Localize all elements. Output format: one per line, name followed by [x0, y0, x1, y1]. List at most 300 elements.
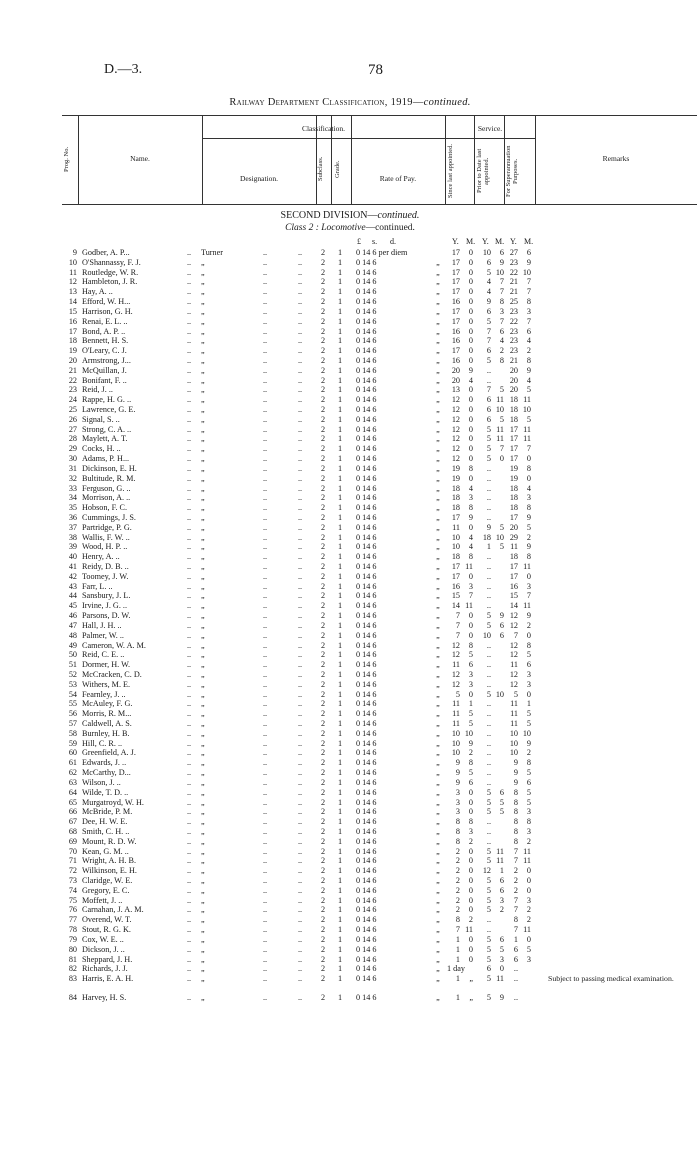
table-row: [0, 297, 700, 307]
employee-name: Overend, W. T.: [82, 915, 132, 925]
grade: 1: [337, 316, 343, 326]
super-months: 11: [523, 925, 531, 935]
leader-dots: ..: [187, 866, 192, 876]
grade: 1: [337, 974, 343, 984]
table-row: [0, 748, 700, 758]
super-years: 12: [509, 650, 518, 660]
subclass-header: Subclass.: [317, 156, 324, 182]
super-months: 5: [526, 787, 531, 797]
rate-of-pay: 0 14 6: [356, 787, 377, 797]
super-years: 7: [513, 905, 518, 915]
designation: „: [201, 797, 205, 807]
prog-no: 45: [68, 601, 77, 611]
employee-name: Sheppard, J. H.: [82, 954, 133, 964]
super-months: 8: [526, 552, 531, 562]
rate-of-pay: 0 14 6: [356, 905, 377, 915]
designation: „: [201, 768, 205, 778]
prior-months: 5: [499, 797, 504, 807]
rate-of-pay: 0 14 6: [356, 650, 377, 660]
grade: 1: [337, 856, 343, 866]
subclass: 2: [320, 463, 326, 473]
prior-months: 9: [499, 611, 504, 621]
leader-dots: ..: [187, 669, 192, 679]
leader-dots: ..: [298, 267, 303, 277]
designation: „: [201, 934, 205, 944]
leader-dots: ..: [187, 336, 192, 346]
super-months: 3: [526, 493, 531, 503]
leader-dots: ..: [263, 630, 268, 640]
leader-dots: ..: [187, 316, 192, 326]
prog-no: 76: [68, 905, 77, 915]
prior-years: ..: [486, 738, 491, 748]
grade: 1: [337, 395, 343, 405]
super-years: 12: [509, 611, 518, 621]
leader-dots: ..: [187, 640, 192, 650]
since-last-months: 0: [468, 856, 473, 866]
subclass: 2: [320, 257, 326, 267]
super-months: 10: [522, 405, 531, 414]
leader-dots: ..: [187, 591, 192, 601]
prior-months: 11: [496, 974, 504, 984]
rate-of-pay-header: Rate of Pay.: [379, 174, 417, 183]
leader-dots: ..: [187, 836, 192, 846]
prior-years: 5: [486, 944, 491, 954]
ditto-mark: „: [436, 522, 440, 532]
leader-dots: ..: [298, 768, 303, 778]
employee-name: McBride, P. M.: [82, 807, 133, 817]
ditto-mark: „: [436, 365, 440, 375]
designation: „: [201, 375, 205, 385]
ditto-mark: „: [436, 581, 440, 591]
employee-name: Godber, A. P...: [82, 248, 130, 257]
since-last-years: 10: [451, 542, 460, 552]
super-months: 2: [526, 836, 531, 846]
leader-dots: ..: [187, 346, 192, 356]
designation: „: [201, 444, 205, 454]
superannuation-header: For Superannuation Purposes.: [505, 145, 519, 197]
grade: 1: [337, 512, 343, 522]
leader-dots: ..: [187, 375, 192, 385]
since-last-years: 7: [455, 630, 460, 640]
leader-dots: ..: [187, 905, 192, 915]
super-years: 9: [513, 758, 518, 768]
super-months: 11: [523, 562, 531, 571]
grade: 1: [337, 581, 343, 591]
since-last-months: 11: [465, 562, 473, 571]
prog-no: 40: [68, 552, 77, 562]
designation: „: [201, 836, 205, 846]
since-last-months: 9: [468, 738, 473, 748]
super-months: 6: [526, 660, 531, 670]
prior-months: 5: [499, 385, 504, 395]
designation: „: [201, 689, 205, 699]
leader-dots: ..: [263, 669, 268, 679]
prior-years: 1: [486, 542, 491, 552]
prior-years: 5: [486, 856, 491, 866]
leader-dots: ..: [187, 876, 192, 885]
employee-name: O'Leary, C. J.: [82, 346, 127, 356]
ditto-mark: „: [436, 287, 440, 297]
prior-years: 4: [486, 277, 491, 287]
prog-no: 31: [68, 463, 77, 473]
grade: 1: [337, 846, 343, 856]
subclass: 2: [320, 660, 326, 670]
prior-months: 11: [496, 424, 504, 434]
designation: „: [201, 355, 205, 365]
leader-dots: ..: [263, 611, 268, 621]
prior-months: 2: [499, 905, 504, 915]
ditto-mark: „: [436, 787, 440, 797]
rate-of-pay: 0 14 6: [356, 944, 377, 954]
leader-dots: ..: [298, 807, 303, 817]
designation: „: [201, 385, 205, 395]
rate-of-pay: 0 14 6: [356, 473, 377, 483]
leader-dots: ..: [298, 287, 303, 297]
subclass: 2: [320, 385, 326, 395]
leader-dots: ..: [187, 797, 192, 807]
leader-dots: ..: [263, 954, 268, 964]
prog-no: 53: [68, 679, 77, 689]
employee-name: Routledge, W. R.: [82, 267, 139, 277]
leader-dots: ..: [298, 454, 303, 464]
since-last-months: 9: [468, 365, 473, 375]
leader-dots: ..: [298, 876, 303, 885]
ditto-mark: „: [436, 297, 440, 307]
prior-months: 5: [499, 944, 504, 954]
table-row: [0, 964, 700, 974]
super-months: 3: [526, 669, 531, 679]
ditto-mark: „: [436, 562, 440, 571]
leader-dots: ..: [298, 846, 303, 856]
prior-years: 4: [486, 287, 491, 297]
leader-dots: ..: [187, 355, 192, 365]
subclass: 2: [320, 620, 326, 630]
super-months: 3: [526, 954, 531, 964]
prior-years: ..: [486, 640, 491, 650]
prog-no: 23: [68, 385, 77, 395]
ditto-mark: „: [436, 503, 440, 513]
leader-dots: ..: [263, 895, 268, 905]
leader-dots: ..: [298, 522, 303, 532]
rate-of-pay: 0 14 6: [356, 620, 377, 630]
super-years: 8: [513, 915, 518, 925]
leader-dots: ..: [263, 355, 268, 365]
remarks: Subject to passing medical examination.: [548, 974, 674, 984]
prog-no: 69: [68, 836, 77, 846]
employee-name: Burnley, H. B.: [82, 728, 130, 738]
table-row: [0, 582, 700, 592]
since-last-appointed-header: Since last appointed.: [447, 144, 454, 198]
prior-months: 5: [499, 542, 504, 552]
prior-months: 10: [495, 267, 504, 277]
prior-months: 3: [499, 954, 504, 964]
super-years: 6: [513, 954, 518, 964]
designation: „: [201, 817, 205, 827]
unit-year: Y.: [482, 237, 489, 246]
page-number: 78: [368, 62, 383, 78]
leader-dots: ..: [187, 571, 192, 581]
rate-of-pay: 0 14 6: [356, 581, 377, 591]
table-row: [0, 425, 700, 435]
employee-name: Wood, H. P. ..: [82, 542, 128, 552]
leader-dots: ..: [187, 601, 192, 611]
super-months: 11: [523, 395, 531, 405]
subclass: 2: [320, 876, 326, 885]
super-months: 0: [526, 689, 531, 699]
prog-no: 18: [68, 336, 77, 346]
leader-dots: ..: [298, 640, 303, 650]
prior-years: ..: [486, 483, 491, 493]
ditto-mark: „: [436, 375, 440, 385]
since-last-years: 1: [455, 934, 460, 944]
since-last-months: 0: [468, 385, 473, 395]
subclass: 2: [320, 650, 326, 660]
prog-no: 54: [68, 689, 77, 699]
subclass: 2: [320, 248, 326, 257]
prior-years: 6: [486, 405, 491, 414]
designation: „: [201, 787, 205, 797]
leader-dots: ..: [298, 405, 303, 414]
prior-years: 5: [486, 992, 491, 1002]
since-last-months: 0: [468, 571, 473, 581]
unit-shilling: s.: [372, 237, 378, 246]
grade: 1: [337, 944, 343, 954]
leader-dots: ..: [187, 611, 192, 621]
prior-years: ..: [486, 719, 491, 728]
designation: „: [201, 395, 205, 405]
designation: „: [201, 669, 205, 679]
super-months: 4: [526, 483, 531, 493]
super-years: 23: [509, 326, 518, 336]
since-last-years: 10: [451, 532, 460, 542]
super-years: 7: [513, 925, 518, 935]
employee-name: Palmer, W. ..: [82, 630, 124, 640]
prior-years: 5: [486, 885, 491, 895]
leader-dots: ..: [187, 650, 192, 660]
prog-no: 62: [68, 768, 77, 778]
ditto-mark: „: [436, 807, 440, 817]
leader-dots: ..: [263, 817, 268, 827]
since-last-years: 17: [451, 346, 460, 356]
prior-years: ..: [486, 669, 491, 679]
prior-years: 7: [486, 336, 491, 346]
super-months: 5: [526, 944, 531, 954]
since-last-months: 0: [468, 434, 473, 444]
grade: 1: [337, 306, 343, 316]
table-row: [0, 955, 700, 965]
prog-no: 61: [68, 758, 77, 768]
employee-name: Moffett, J. ..: [82, 895, 123, 905]
since-last-years: 2: [455, 905, 460, 915]
since-last-months: 6: [468, 777, 473, 787]
subclass: 2: [320, 728, 326, 738]
super-months: 7: [526, 287, 531, 297]
prior-months: 9: [499, 257, 504, 267]
grade: 1: [337, 287, 343, 297]
since-last-months: 0: [468, 297, 473, 307]
leader-dots: ..: [187, 365, 192, 375]
employee-name: Cocks, H. ..: [82, 444, 121, 454]
leader-dots: ..: [298, 336, 303, 346]
employee-name: Caldwell, A. S.: [82, 719, 132, 728]
designation: „: [201, 826, 205, 836]
leader-dots: ..: [263, 944, 268, 954]
since-last-months: 7: [468, 591, 473, 601]
employee-name: Reid, C. E. ..: [82, 650, 125, 660]
rate-of-pay: 0 14 6: [356, 797, 377, 807]
rate-of-pay: 0 14 6: [356, 856, 377, 866]
prior-years: 7: [486, 326, 491, 336]
leader-dots: ..: [263, 267, 268, 277]
prior-years: 9: [486, 522, 491, 532]
table-row: [0, 611, 700, 621]
rate-of-pay: 0 14 6: [356, 777, 377, 787]
subclass: 2: [320, 777, 326, 787]
prior-years: ..: [486, 699, 491, 709]
since-last-years: 10: [451, 748, 460, 758]
employee-name: Bultitude, R. M.: [82, 473, 136, 483]
subclass: 2: [320, 768, 326, 778]
leader-dots: ..: [187, 483, 192, 493]
prog-no: 21: [68, 365, 77, 375]
since-last-years: 18: [451, 493, 460, 503]
ditto-mark: „: [436, 669, 440, 679]
employee-name: Adams, P. H...: [82, 454, 130, 464]
super-years: 8: [513, 826, 518, 836]
super-months: 8: [526, 297, 531, 307]
ditto-mark: „: [436, 974, 440, 984]
grade: 1: [337, 257, 343, 267]
super-months: 9: [526, 611, 531, 621]
leader-dots: ..: [298, 974, 303, 984]
since-last-months: 0: [468, 934, 473, 944]
grade: 1: [337, 630, 343, 640]
since-last-months: 8: [468, 758, 473, 768]
prior-years: 7: [486, 385, 491, 395]
leader-dots: ..: [298, 630, 303, 640]
grade: 1: [337, 758, 343, 768]
super-years: 29: [509, 532, 518, 542]
leader-dots: ..: [263, 493, 268, 503]
ditto-mark: „: [436, 709, 440, 719]
super-months: 1: [526, 699, 531, 709]
prog-no: 51: [68, 660, 77, 670]
prog-no: 67: [68, 817, 77, 827]
grade: 1: [337, 728, 343, 738]
since-last-years: 12: [451, 669, 460, 679]
service-header: Service.: [477, 124, 503, 133]
grade: 1: [337, 493, 343, 503]
grade: 1: [337, 542, 343, 552]
ditto-mark: „: [436, 414, 440, 424]
ditto-mark: „: [436, 856, 440, 866]
prior-years: ..: [486, 552, 491, 562]
rate-of-pay: 0 14 6: [356, 679, 377, 689]
prior-months: 11: [496, 434, 504, 444]
leader-dots: ..: [298, 277, 303, 287]
since-last-months: 0: [468, 326, 473, 336]
grade: 1: [337, 571, 343, 581]
ditto-mark: „: [436, 306, 440, 316]
rate-of-pay: 0 14 6: [356, 925, 377, 935]
leader-dots: ..: [298, 826, 303, 836]
prior-months: 6: [499, 620, 504, 630]
since-last-years: 17: [451, 267, 460, 277]
table-row: [0, 533, 700, 543]
leader-dots: ..: [263, 512, 268, 522]
subclass: 2: [320, 699, 326, 709]
since-last-years: 1: [455, 992, 460, 1002]
grade: 1: [337, 601, 343, 611]
leader-dots: ..: [298, 395, 303, 405]
since-last-months: 8: [468, 640, 473, 650]
employee-name: Sansbury, J. L.: [82, 591, 131, 601]
super-years: ..: [513, 992, 518, 1002]
employee-name: Lawrence, G. E.: [82, 405, 136, 414]
ditto-mark: „: [436, 944, 440, 954]
subclass: 2: [320, 866, 326, 876]
subclass: 2: [320, 944, 326, 954]
employee-name: Kean, G. M. ..: [82, 846, 129, 856]
super-months: 10: [522, 728, 531, 738]
rate-of-pay: 0 14 6: [356, 954, 377, 964]
designation: „: [201, 277, 205, 287]
super-months: 11: [523, 601, 531, 611]
leader-dots: ..: [298, 512, 303, 522]
since-last-years: 12: [451, 434, 460, 444]
since-last-months: 4: [468, 375, 473, 385]
prior-months: 7: [499, 287, 504, 297]
prog-no: 64: [68, 787, 77, 797]
prior-years: ..: [486, 836, 491, 846]
rate-of-pay: 0 14 6: [356, 454, 377, 464]
prior-months: 11: [496, 846, 504, 856]
table-row: [0, 277, 700, 287]
subclass: 2: [320, 925, 326, 935]
prior-years: ..: [486, 571, 491, 581]
leader-dots: ..: [298, 355, 303, 365]
classification-rule: [202, 138, 445, 139]
subclass: 2: [320, 630, 326, 640]
ditto-mark: „: [436, 355, 440, 365]
since-last-years: 7: [455, 611, 460, 621]
grade: 1: [337, 267, 343, 277]
prior-years: 5: [486, 934, 491, 944]
rate-of-pay: 0 14 6: [356, 277, 377, 287]
designation: „: [201, 964, 205, 974]
prog-no: 66: [68, 807, 77, 817]
leader-dots: ..: [298, 719, 303, 728]
unit-month: M.: [495, 237, 505, 246]
super-years: 17: [509, 424, 518, 434]
prior-years: 5: [486, 689, 491, 699]
designation: „: [201, 601, 205, 611]
table-row: [0, 690, 700, 700]
leader-dots: ..: [187, 424, 192, 434]
grade: 1: [337, 385, 343, 395]
leader-dots: ..: [298, 992, 303, 1002]
prog-no: 83: [68, 974, 77, 984]
prog-no: 82: [68, 964, 77, 974]
prior-years: ..: [486, 748, 491, 758]
grade: 1: [337, 454, 343, 464]
since-last-months: 0: [468, 473, 473, 483]
ditto-mark: „: [436, 571, 440, 581]
designation: „: [201, 297, 205, 307]
since-last-months: 8: [468, 817, 473, 827]
rate-of-pay: 0 14 6: [356, 444, 377, 454]
designation: „: [201, 699, 205, 709]
